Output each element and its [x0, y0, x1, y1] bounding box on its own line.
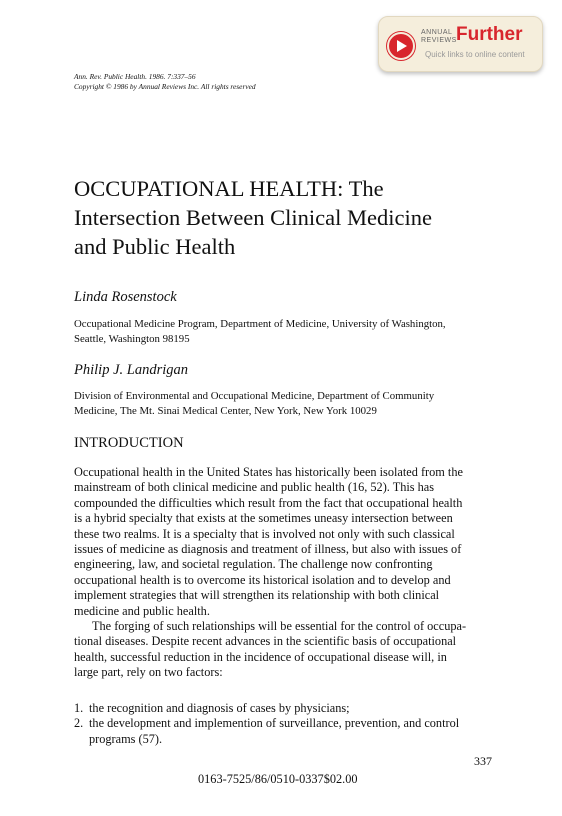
banner-tagline: Quick links to online content: [425, 50, 525, 59]
banner-reviews-label: REVIEWS: [421, 37, 457, 44]
paragraph-line: Occupational health in the United States has historically been isolated from the: [74, 465, 463, 479]
paragraph-line: tional diseases. Despite recent advances in the scientific basis of occupational: [74, 634, 457, 649]
paragraph-line: occupational health is to overcome its historical isolation and to develop and: [74, 572, 451, 587]
banner-further-label: Further: [456, 24, 523, 45]
play-icon: [387, 32, 415, 60]
affiliation-line: Occupational Medicine Program, Department of Medicine, University of Washington,: [74, 318, 446, 330]
paragraph-line: mainstream of both clinical medicine and public health (16, 52). This has: [74, 480, 435, 495]
list-item-number: 2.: [74, 716, 84, 731]
paragraph-line: engineering, law, and societal regulation. The challenge now confronting: [74, 557, 433, 572]
title-line: OCCUPATIONAL HEALTH: The: [74, 176, 384, 201]
section-heading: INTRODUCTION: [74, 435, 184, 451]
body-paragraph: [74, 465, 490, 619]
list-item-text: the development and implemention of surveillance, prevention, and control: [89, 716, 460, 731]
paragraph-line: health, successful reduction in the incidence of occupational disease will, in: [74, 649, 447, 664]
paragraph-line: is a hybrid specialty that exists at the sometimes uneasy intersection between: [74, 511, 453, 526]
author-affiliation: [74, 317, 490, 346]
list-item-text: programs (57).: [89, 731, 163, 746]
body-paragraph: [74, 619, 490, 681]
article-title: [74, 174, 494, 261]
footer-code: 0163-7525/86/0510-0337$02.00: [198, 772, 358, 786]
title-line: and Public Health: [74, 234, 236, 259]
author-name: Philip J. Landrigan: [74, 362, 188, 378]
author-affiliation: [74, 389, 490, 418]
annual-reviews-further-banner[interactable]: [378, 16, 543, 72]
affiliation-line: Seattle, Washington 98195: [74, 332, 190, 345]
affiliation-line: Medicine, The Mt. Sinai Medical Center, New York, New York 10029: [74, 404, 377, 417]
title-line: Intersection Between Clinical Medicine: [74, 205, 433, 230]
numbered-list: [74, 701, 490, 747]
author-name: Linda Rosenstock: [74, 289, 177, 305]
paragraph-line: large part, rely on two factors:: [74, 665, 223, 680]
list-item: [74, 716, 490, 747]
citation-journal: Ann. Rev. Public Health. 1986. 7:337–56: [74, 72, 196, 81]
list-item-number: 1.: [74, 701, 84, 715]
paragraph-line: issues of medicine as diagnosis and treatment of illness, but also with issues of: [74, 542, 462, 557]
paragraph-line: implement strategies that will strengthen its relationship with both clinical: [74, 588, 440, 603]
paragraph-line: medicine and public health.: [74, 603, 210, 618]
paragraph-line: these two realms. It is a specialty that is involved not only with such classical: [74, 526, 455, 541]
list-item: [74, 701, 490, 716]
banner-annual-label: ANNUAL: [421, 29, 453, 36]
page-number: 337: [474, 754, 492, 768]
paragraph-line: compounded the difficulties which result from the fact that occupational health: [74, 495, 463, 510]
citation-copyright: Copyright © 1986 by Annual Reviews Inc. All rights reserved: [74, 82, 256, 91]
list-item-text: the recognition and diagnosis of cases by physicians;: [89, 701, 350, 715]
affiliation-line: Division of Environmental and Occupational Medicine, Department of Community: [74, 390, 435, 402]
paragraph-line: The forging of such relationships will be essential for the control of occupa-: [92, 619, 467, 633]
